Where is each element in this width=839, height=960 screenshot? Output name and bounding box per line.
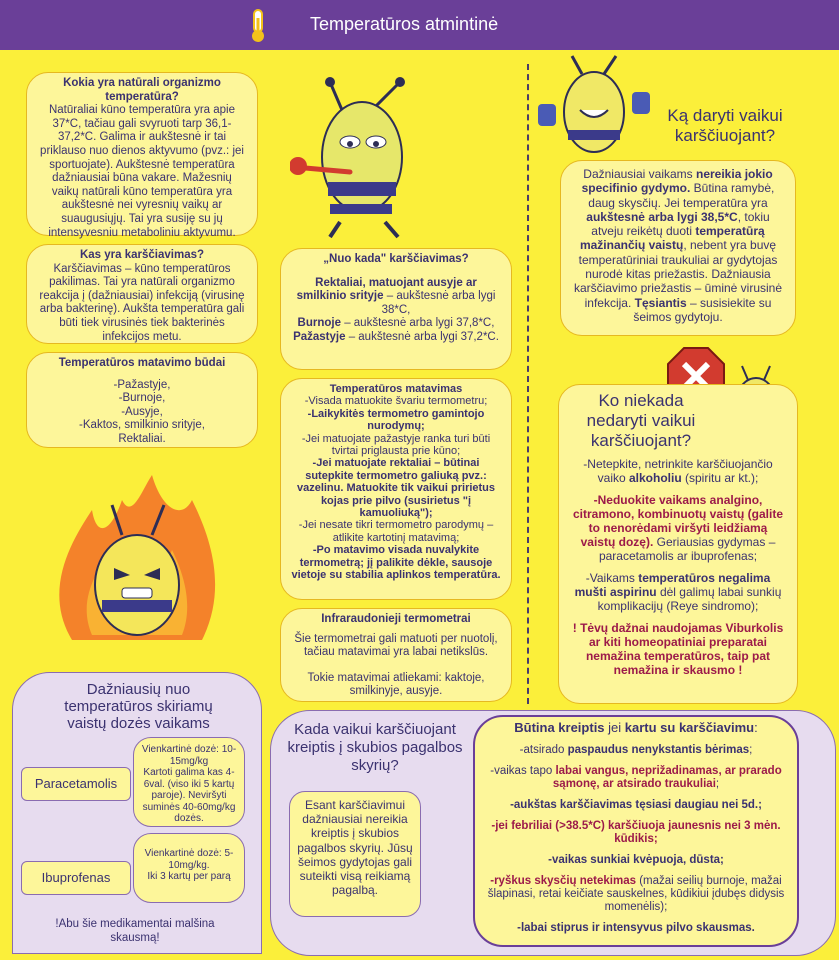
header-bar (0, 0, 839, 50)
what-to-do-text: , nebent yra buvę temperatūriniai traukuliai ar gydytojas nurodė kitas priežastis. Dažniausia karščiavimo priežastis – ūminė virusinė infekcija. (573, 238, 783, 310)
paracetamol-label: Paracetamolis (34, 776, 118, 791)
natural-temperature-text: Natūraliai kūno temperatūra yra apie 37*C, tačiau gali svyruoti tarp 36,1-37,2*C. Galima ir aukštesnė ir tai priklauso nuo dienos aktyvumo (pvz.: jei sportuojate). Aukštesnė temperatūra dažniausiai būna vakare. Mažesnių vaikų natūrali kūno temperatūra yra aukštesnė nei vyresnių vaikų ar suaugusiųjų. Tai yra susiję su jų intensyvesniu metaboliniu aktyvumu. (40, 104, 244, 239)
what-to-do-emphasis: aukštesnė arba lygi 38,5*C (586, 209, 738, 224)
axillary-label: Pažastyje (293, 330, 346, 343)
oral-value: – aukštesnė arba lygi 37,8*C, (341, 317, 495, 330)
never-do-item: (spiritu ar kt.); (681, 471, 759, 485)
criteria-head: : (754, 720, 758, 735)
tip-item: -Laikykitės termometro gamintojo nurodymų; (307, 407, 485, 433)
infrared-locations: Tokie matavimai atliekami: kaktoje, smilkinyje, ausyje. (307, 671, 485, 698)
measure-method-item: -Pažastyje, (113, 378, 171, 391)
tip-item: -Visada matuokite švariu termometru; (304, 395, 488, 408)
paracetamol-label-box (21, 767, 131, 801)
criteria-head: kartu su karščiavimu (624, 720, 755, 735)
measure-method-item: Rektaliai. (118, 432, 166, 445)
criteria-item: ; (749, 744, 753, 756)
never-do-warning: -Neduokite vaikams analgino, citramono, kombinuotų vaistų (galite to nenorėdami viršyti leidžiamą vaistų dozę). (572, 493, 784, 549)
thumbs-up-bee-illustration (532, 52, 662, 162)
criteria-emphasis: labai vangus, neprižadinamas, ar prarado sąmonę, ar atsirado traukuliai (552, 765, 782, 790)
tip-item: -Jei nesate tikri termometro parodymų – atlikite kartotinį matavimą; (298, 519, 494, 544)
measure-methods-box (26, 352, 258, 448)
what-to-do-text: Dažniausiai vaikams (583, 167, 696, 181)
ibuprofen-label-box (21, 861, 131, 895)
page-title: Temperatūros atmintinė (310, 14, 499, 34)
criteria-item: (mažai seilių burnoje, mažai šlapinasi, retai keičiate sauskelnes, kūdikiui įdubęs didysis momenėlis); (487, 875, 785, 913)
tip-item: -Jei matuojate pažastyje ranka turi būti tvirtai priglausta prie kūno; (301, 432, 491, 458)
criteria-emphasis: paspaudus nenykstantis bėrimas (567, 744, 750, 756)
criteria-head: jei (604, 720, 625, 735)
measure-method-item: -Ausyje, (121, 405, 163, 418)
never-do-item: -Vaikams (585, 571, 639, 585)
emergency-subnote: Esant karščiavimui dažniausiai nereikia kreiptis į skubios pagalbos skyrių. Jūsų šeimos gydytojas gali suteikti visą reikiamą pagalbą. (297, 798, 413, 898)
measure-method-item: -Kaktos, smilkinio srityje, (79, 419, 205, 432)
criteria-item: -aukštas karščiavimas tęsiasi daugiau nei 5d.; (510, 799, 762, 811)
emergency-criteria-box (473, 715, 799, 947)
what-to-do-title: Ką daryti vaikui karščiuojant? (667, 106, 783, 145)
what-to-do-text: , tokiu atveju reikėtų duoti (591, 209, 770, 239)
infrared-text: Šie termometrai gali matuoti per nuotolį, tačiau matavimai yra labai netikslūs. (294, 632, 498, 659)
measurement-tips-box (280, 378, 512, 600)
what-to-do-emphasis: temperatūrą mažinančių vaistų (579, 224, 765, 253)
criteria-item: -vaikas sunkiai kvėpuoja, dūsta; (548, 854, 724, 866)
emergency-title: Kada vaikui karščiuojant kreiptis į skubios pagalbos skyrių? (287, 721, 463, 774)
natural-temperature-box (26, 72, 258, 239)
what-to-do-emphasis: nereikia jokio specifinio gydymo. (581, 167, 773, 196)
axillary-value: – aukštesnė arba lygi 37,2*C. (345, 330, 499, 343)
measurement-tips-title: Temperatūros matavimas (329, 383, 463, 395)
thermometer-icon (248, 8, 268, 44)
criteria-head: Būtina kreiptis (514, 720, 605, 735)
natural-temperature-title: Kokia yra natūrali organizmo temperatūra? (63, 77, 221, 103)
tip-item: -Jei matuojate rektaliai – būtinai sutepkite termometro galiuką pvz.: vazelinu. Matuokite tik vaikui pririetus kojas prie pilvo (susirietus "į kamuoliuką"); (296, 457, 496, 520)
never-do-box (558, 384, 798, 704)
ibuprofen-dose: Vienkartinė dozė: 5-10mg/kg. (144, 848, 234, 871)
fever-definition-title: Kas yra karščiavimas? (79, 249, 205, 261)
fever-definition-text: Karščiavimas – kūno temperatūros pakilimas. Tai yra natūrali organizmo reakcija į (dažniausiai) infekciją (virusinę arba bakterinę). Aukšta temperatūra gali būti tiek virusinės tiek bakterinės infekcijos metu. (39, 262, 245, 343)
paracetamol-dose-box (133, 737, 245, 827)
dosage-footer: !Abu šie medikamentai malšina skausmą! (55, 918, 215, 944)
never-do-item: -Netepkite, netrinkite karščiuojančio vaiko (583, 457, 773, 485)
rectal-value: – aukštesnė arba lygi 38*C, (381, 290, 496, 316)
oral-label: Burnoje (297, 317, 341, 330)
ibuprofen-dose-box (133, 833, 245, 903)
infrared-title: Infraraudonieji termometrai (321, 613, 471, 625)
ibuprofen-dose-note: Iki 3 kartų per parą (147, 871, 231, 882)
fever-threshold-title: „Nuo kada" karščiavimas? (323, 253, 469, 265)
measure-method-item: -Burnoje, (118, 392, 166, 405)
criteria-item: -jei febriliai (>38.5*C) karščiuoja jaunesnis nei 3 mėn. kūdikis; (491, 820, 781, 845)
never-do-item: dėl galimų labai sunkių komplikacijų (Reye sindromo); (597, 585, 782, 613)
what-to-do-emphasis: Tęsiantis (634, 295, 687, 310)
dosage-title: Dažniausių nuo temperatūros skiriamų vaistų dozės vaikams (64, 681, 213, 732)
sick-bee-illustration (290, 72, 450, 242)
ibuprofen-label: Ibuprofenas (41, 870, 111, 885)
never-do-emphasis: alkoholiu (629, 471, 682, 485)
never-do-item: Geriausias gydymas – paracetamolis ar ibuprofenas; (598, 535, 776, 563)
criteria-emphasis: -ryškus skysčių netekimas (490, 875, 637, 887)
paracetamol-dose: Vienkartinė dozė: 10-15mg/kg (141, 744, 237, 767)
emergency-subnote-box (289, 791, 421, 917)
dosage-panel (12, 672, 262, 954)
criteria-item: -atsirado (519, 744, 568, 756)
what-to-do-box (560, 160, 796, 336)
column-divider (527, 64, 529, 704)
infrared-box (280, 608, 512, 702)
fever-threshold-box (280, 248, 512, 370)
measure-methods-title: Temperatūros matavimo būdai (58, 357, 226, 369)
angry-fire-bee-illustration (52, 470, 222, 650)
never-do-title: Ko niekada nedaryti vaikui karščiuojant? (586, 391, 696, 450)
criteria-item: -vaikas tapo (490, 765, 556, 777)
what-to-do-text: – susisiekite su šeimos gydytoju. (633, 295, 772, 324)
emergency-panel (270, 710, 836, 956)
paracetamol-dose-note: Kartoti galima kas 4-6val. (viso iki 5 kartų paroje). Neviršyti suminės 40-60mg/kg dozės. (142, 767, 236, 824)
never-do-emphasis: temperatūros negalima mušti aspirinu (574, 571, 771, 599)
rectal-label: Rektaliai, matuojant ausyje ar smilkinio srityje (296, 276, 477, 303)
never-do-warning: ! Tėvų dažnai naudojamas Viburkolis ar kiti homeopatiniai preparatai nemažina temperatūros, taip pat nemažina ir skausmo ! (572, 621, 784, 677)
criteria-item: ; (715, 778, 720, 790)
criteria-item: -labai stiprus ir intensyvus pilvo skausmas. (517, 922, 755, 934)
what-to-do-text: Būtina ramybė, daug skysčių. Jei temperatūra yra (588, 181, 775, 210)
fever-definition-box (26, 244, 258, 344)
tip-item: -Po matavimo visada nuvalykite termometrą; jį palikite dėkle, sausoje vietoje su stabilia aplinkos temperatūra. (291, 544, 501, 582)
